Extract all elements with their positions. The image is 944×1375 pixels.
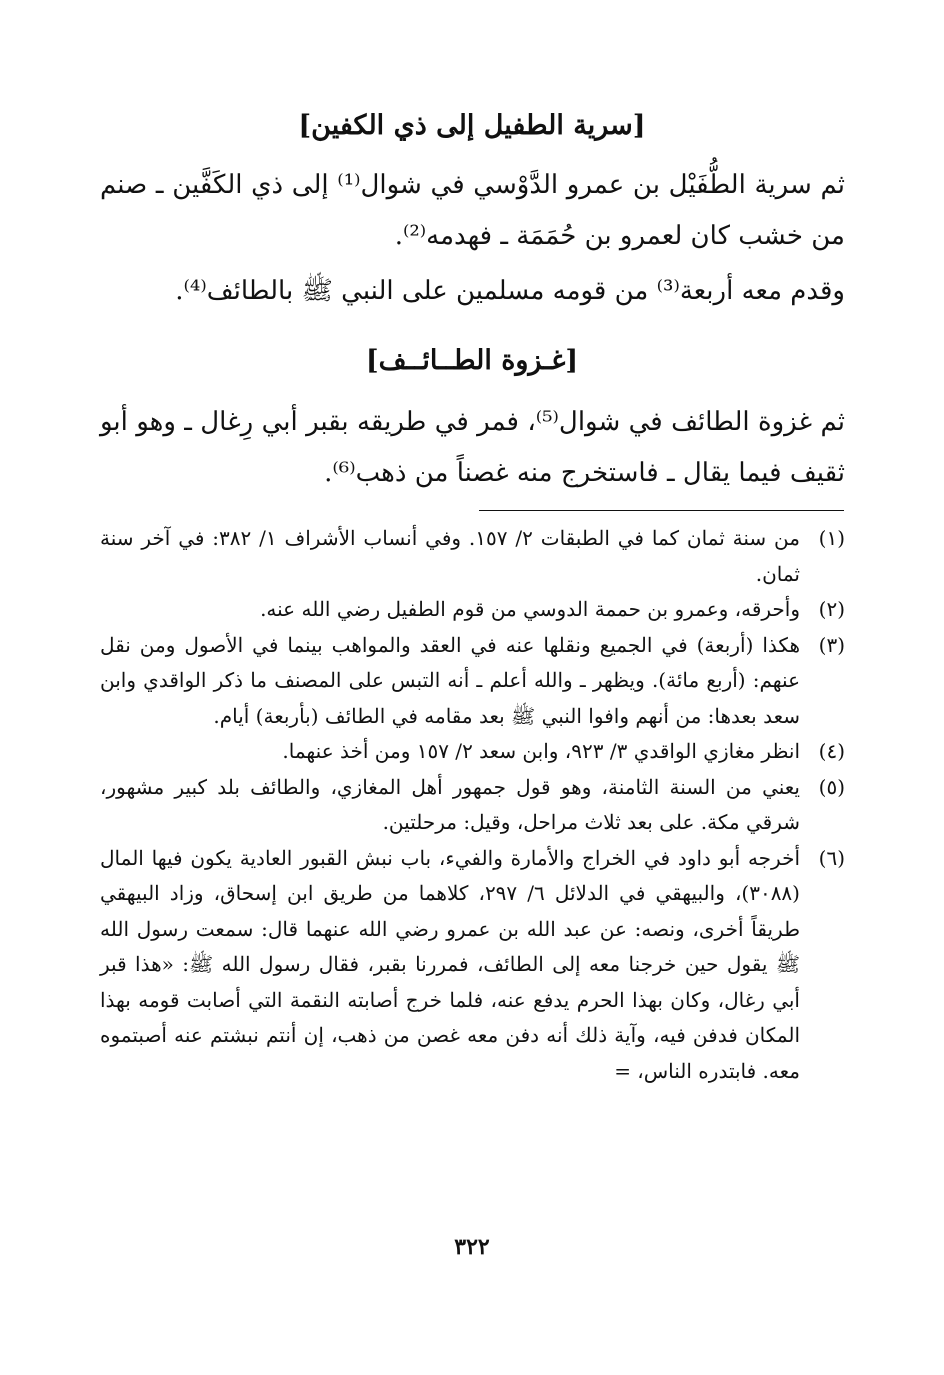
footnote-separator (479, 510, 844, 511)
paragraph-taif-expedition: ثم غزوة الطائف في شوال⁽⁵⁾، فمر في طريقه بقبر أبي رِغال ـ وهو أبو ثقيف فيما يقال ـ فاستخرج منه غصناً من ذهب⁽⁶⁾. (100, 407, 845, 488)
footnote-text: انظر مغازي الواقدي ٣/ ٩٢٣، وابن سعد ٢/ ١٥٧ ومن أخذ عنهما. (282, 739, 800, 763)
footnote-number: (٥) (818, 774, 845, 799)
footnote (100, 841, 845, 1090)
footnote-text: هكذا (أربعة) في الجميع ونقلها عنه في العقد والمواهب بينما في الأصول ومن نقل عنهم: (أربع مائة). ويظهر ـ والله أعلم ـ أنه التبس على المصنف ما ذكر الواقدي وابن سعد بعدها: من أنهم وافوا النبي ﷺ بعد مقامه في الطائف (بأربعة) أيام. (100, 632, 800, 728)
paragraph-four-companions: وقدم معه أربعة⁽³⁾ من قومه مسلمين على النبي ﷺ بالطائف⁽⁴⁾. (175, 276, 845, 306)
section-heading-taif-expedition: [غـزوة الطــائــف] (365, 345, 579, 376)
page-number: ٣٢٢ (454, 1234, 490, 1260)
footnote (100, 592, 845, 628)
footnote-text: يعني من السنة الثامنة، وهو قول جمهور أهل المغازي، والطائف بلد كبير مشهور، شرقي مكة. على بعد ثلاث مراحل، وقيل: مرحلتين. (100, 774, 800, 834)
footnote-text: أخرجه أبو داود في الخراج والأمارة والفيء، باب نبش القبور العادية يكون فيها المال (٣٠٨٨)، والبيهقي في الدلائل ٦/ ٢٩٧، كلاهما من طريق ابن إسحاق، وزاد البيهقي طريقاً أخرى، ونصه: عن عبد الله بن عمرو رضي الله عنهما قال: سمعت رسول الله ﷺ يقول حين خرجنا معه إلى الطائف، فمررنا بقبر، فقال رسول الله ﷺ: «هذا قبر أبي رغال، وكان بهذا الحرم يدفع عنه، فلما خرج أصابته النقمة التي أصابت قومه بهذا المكان فدفن فيه، وآية ذلك أنه دفن معه غصن من ذهب، إن أنتم نبشتم عنه أصبتموه معه. فابتدره الناس، = (100, 845, 800, 1083)
footnote-number: (٣) (818, 632, 845, 657)
footnote-text: وأحرقه، وعمرو بن حممة الدوسي من قوم الطفيل رضي الله عنه. (260, 597, 800, 621)
footnote-number: (٦) (818, 845, 845, 870)
footnote (100, 770, 845, 841)
footnote (100, 734, 845, 770)
footnote (100, 521, 845, 592)
footnote-number: (١) (818, 526, 845, 550)
footnote (100, 628, 845, 735)
footnotes-list (100, 521, 845, 1089)
paragraph-tufayl-raid: ثم سرية الطُّفَيْل بن عمرو الدَّوْسي في شوال⁽¹⁾ إلى ذي الكَفَّين ـ صنم من خشب كان لعمرو بن حُمَمَة ـ فهدمه⁽²⁾. (100, 170, 845, 251)
footnote-number: (٢) (818, 597, 845, 621)
footnote-text: من سنة ثمان كما في الطبقات ٢/ ١٥٧. وفي أنساب الأشراف ١/ ٣٨٢: في آخر سنة ثمان. (100, 526, 800, 586)
footnote-number: (٤) (818, 739, 845, 763)
section-heading-tufayl-raid: [سرية الطفيل إلى ذي الكفين] (298, 110, 646, 141)
